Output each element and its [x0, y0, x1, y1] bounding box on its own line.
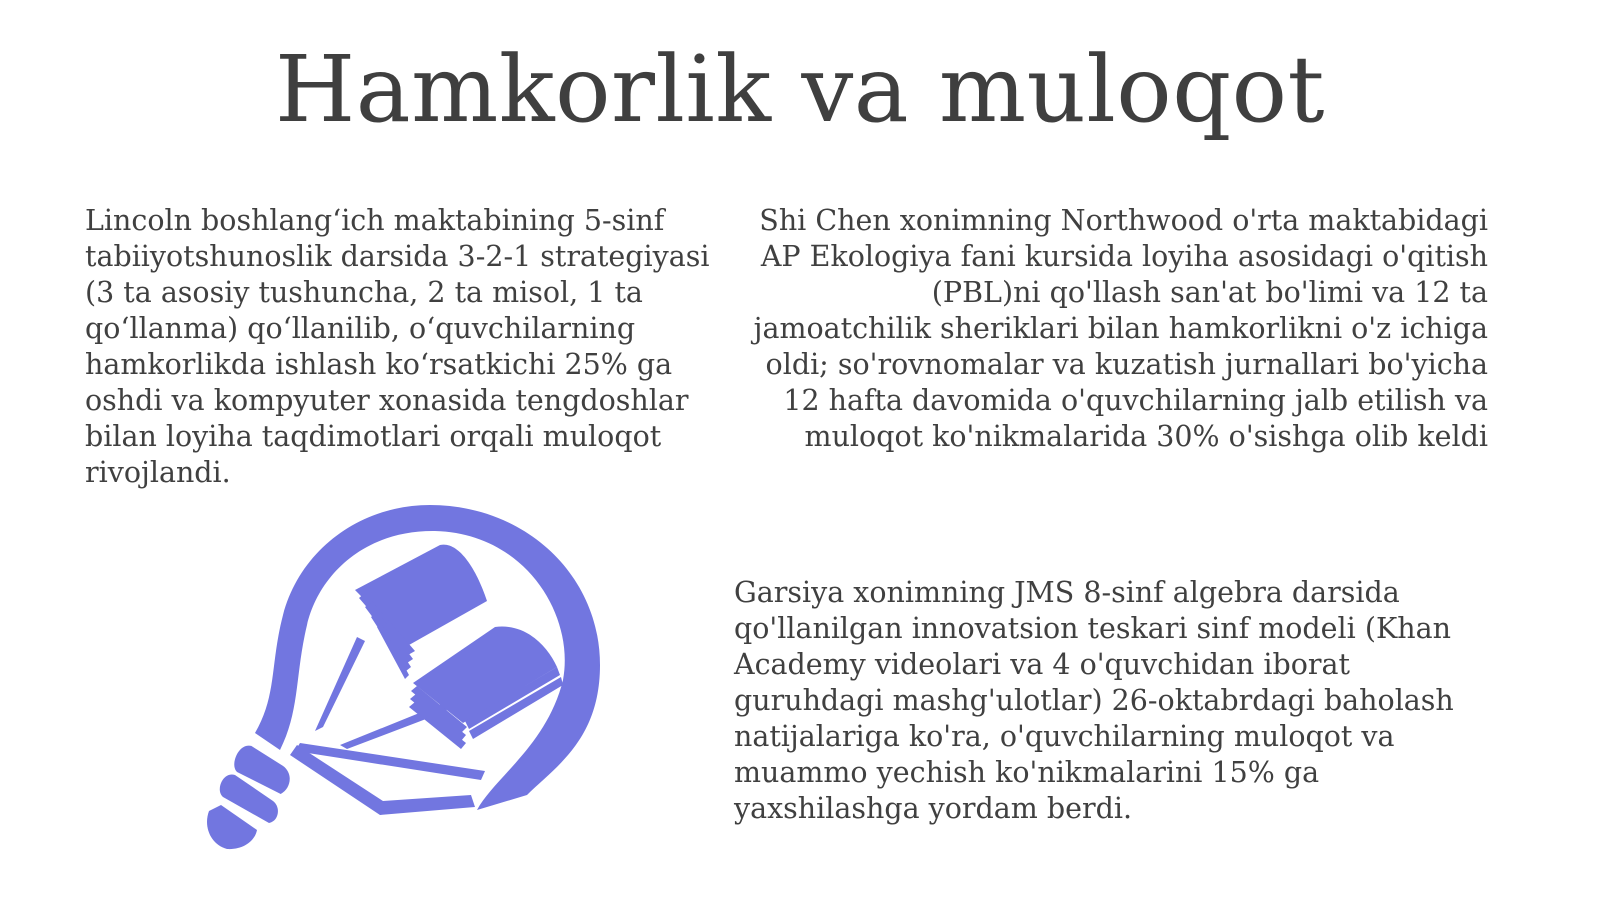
- paragraph-northwood: Shi Chen xonimning Northwood o'rta maktabidagi AP Ekologiya fani kursida loyiha asosidagi o'qitish (PBL)ni qo'llash san'at bo'limi va 12 ta jamoatchilik sheriklari bilan hamkorlikni o'z ichiga oldi; so'rovnomalar va kuzatish jurnallari bo'yicha 12 hafta davomida o'quvchilarning jalb etilish va muloqot ko'nikmalarida 30% o'sishga olib keldi: [753, 204, 1488, 453]
- paragraph-lincoln: Lincoln boshlangʻich maktabining 5-sinf tabiiyotshunoslik darsida 3-2-1 strategiyasi (3 ta asosiy tushuncha, 2 ta misol, 1 ta qoʻllanma) qoʻllanilib, oʻquvchilarning hamkorlikda ishlash koʻrsatkichi 25% ga oshdi va kompyuter xonasida tengdoshlar bilan loyiha taqdimotlari orqali muloqot rivojlandi.: [85, 204, 710, 489]
- paragraph-jms: Garsiya xonimning JMS 8-sinf algebra darsida qo'llanilgan innovatsion teskari sinf modeli (Khan Academy videolari va 4 o'quvchidan iborat guruhdagi mashg'ulotlar) 26-oktabrdagi baholash natijalariga ko'ra, o'quvchilarning muloqot va muammo yechish ko'nikmalarini 15% ga yaxshilashga yordam berdi.: [734, 576, 1454, 825]
- lightbulb-with-book-icon: [195, 505, 625, 855]
- slide-title: Hamkorlik va muloqot: [275, 36, 1325, 143]
